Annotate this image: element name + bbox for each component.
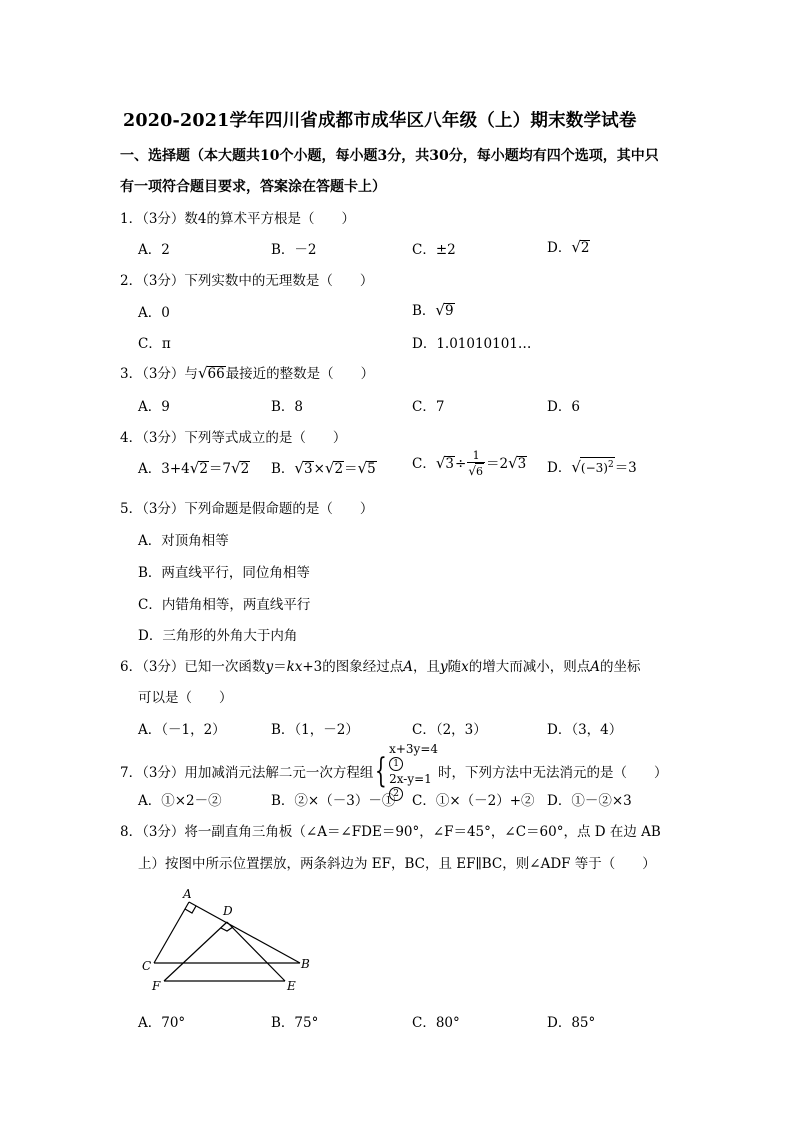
q2-option-b: B．√9 [412, 301, 454, 319]
label-D: D [223, 904, 233, 918]
label-C: C [142, 959, 152, 973]
q7-eq2: 2x-y=1 [389, 772, 432, 786]
q4-b-mid: × [313, 461, 325, 477]
q4-c-rad: 3 [445, 456, 454, 472]
q4-c-pre: C． [412, 456, 436, 472]
q5-option-d: D．三角形的外角大于内角 [138, 628, 298, 644]
label-A: A [183, 887, 192, 901]
label-E: E [287, 979, 296, 993]
q5-option-c: C．内错角相等，两直线平行 [138, 597, 311, 613]
q6-l1-x: x [461, 659, 469, 675]
q7-brace: { [375, 751, 388, 791]
question-1-stem: 1．（3分）数4的算术平方根是（ ） [120, 211, 356, 227]
q7-stem-post: 时，下列方法中无法消元的是（ ） [438, 765, 668, 781]
label-B: B [301, 957, 310, 971]
q2-option-d: D．1.01010101… [412, 336, 532, 352]
q2-option-a: A．0 [138, 305, 170, 321]
q4-b-pre: B． [271, 461, 295, 477]
question-4-stem: 4．（3分）下列等式成立的是（ ） [120, 430, 347, 446]
q4-a-mid: ＝7 [208, 461, 231, 477]
q1-d-radicand: 2 [580, 240, 590, 256]
q3-option-a: A．9 [138, 399, 170, 415]
q8-option-a: A．70° [138, 1015, 186, 1031]
q3-stem-post: 最接近的整数是（ ） [225, 366, 375, 382]
q4-a-rad2: 2 [240, 461, 250, 477]
q6-option-b: B．（1，－2） [271, 722, 359, 738]
q1-option-b: B．－2 [271, 242, 317, 258]
q6-l1-eq: ＝ [273, 659, 287, 675]
right-angle-mark-D [221, 927, 233, 931]
segment-DF [164, 922, 227, 981]
q4-b-rad: 3 [303, 461, 313, 477]
q7-option-d: D．①－②×3 [547, 793, 632, 809]
q4-c-fraction: $\frac{1}{√6}$ [468, 449, 483, 478]
q1-option-a: A．2 [138, 242, 170, 258]
q7-option-a: A．①×2－② [138, 793, 222, 809]
q3-radicand: 66 [207, 366, 225, 382]
q4-d-pre: D． [547, 460, 572, 476]
q3-option-c: C．7 [412, 399, 445, 415]
q1-d-prefix: D． [547, 240, 572, 256]
q6-option-a: A．（－1，2） [138, 722, 226, 738]
q4-b-rad2: 2 [334, 461, 344, 477]
q4-a-pre: A．3+4 [138, 461, 190, 477]
q3-stem-pre: 3．（3分）与 [120, 366, 198, 382]
q6-l1-A: A [403, 659, 414, 675]
q4-d-exp: 2 [607, 460, 614, 470]
q4-option-a: A．3+4√2＝7√2 [138, 459, 250, 477]
question-8-line2: 上）按图中所示位置摆放，两条斜边为 EF，BC，且 EF∥BC，则∠ADF 等于（ ） [138, 856, 656, 872]
question-5-stem: 5．（3分）下列命题是假命题的是（ ） [120, 501, 374, 517]
q7-eq2-mark: 2 [389, 787, 403, 801]
q8-option-d: D．85° [547, 1015, 596, 1031]
q6-option-c: C．（2，3） [412, 722, 487, 738]
segment-AC [154, 902, 189, 963]
q2-option-c: C．π [138, 336, 171, 352]
q4-c-rad2: 3 [517, 456, 527, 472]
q8-figure [135, 880, 320, 995]
q4-c-num: 1 [467, 450, 485, 463]
q5-option-a: A．对顶角相等 [138, 533, 229, 549]
q8-option-b: B．75° [271, 1015, 319, 1031]
q6-l1-b: +3的图象经过点 [302, 659, 404, 675]
q4-d-rad: (−3) [580, 461, 608, 475]
q7-option-b: B．②×（－3）－① [271, 793, 396, 809]
q6-option-d: D．（3，4） [547, 722, 623, 738]
segment-DE [227, 922, 285, 981]
page-title: 2020-2021学年四川省成都市成华区八年级（上）期末数学试卷 [123, 111, 637, 131]
q4-option-b: B．√3×√2＝√5 [271, 459, 376, 477]
q6-l1-A2: A [590, 659, 601, 675]
segment-AB [189, 902, 300, 963]
q1-option-c: C．±2 [412, 242, 456, 258]
q4-d-eq: ＝3 [614, 460, 637, 476]
q4-a-rad: 2 [199, 461, 208, 477]
q2-b-radicand: 9 [444, 303, 454, 319]
question-6-line1 [120, 655, 641, 675]
q1-option-d: D．√2 [547, 238, 590, 256]
q2-b-prefix: B． [412, 303, 436, 319]
q6-l1-c: ，且 [413, 659, 441, 675]
q3-option-b: B．8 [271, 399, 304, 415]
q6-l1-f: 的坐标 [600, 659, 641, 675]
q8-option-c: C．80° [412, 1015, 460, 1031]
q4-b-eq: ＝ [344, 461, 358, 477]
q7-eq1-mark: 1 [389, 757, 403, 771]
q3-option-d: D．6 [547, 399, 580, 415]
section-heading-line1: 一、选择题（本大题共10个小题，每小题3分，共30分，每小题均有四个选项，其中只 [120, 148, 659, 164]
question-6-line2: 可以是（ ） [138, 690, 233, 706]
q7-eq1: x+3y=4 [389, 742, 439, 756]
q6-l1-d: 随 [447, 659, 462, 675]
q7-option-c: C．①×（－2）+② [412, 793, 535, 809]
q6-l1-e: 的增大而减小，则点 [468, 659, 591, 675]
question-8-line1: 8．（3分）将一副直角三角板（∠A＝∠FDE＝90°，∠F＝45°，∠C＝60°，点 D 在边 AB [120, 824, 661, 840]
q4-c-div: ÷ [455, 456, 467, 472]
q6-l1-y: y [265, 659, 274, 675]
section-heading-line2: 有一项符合题目要求，答案涂在答题卡上） [120, 179, 386, 195]
q4-b-rad3: 5 [367, 461, 376, 477]
q6-l1-a: 6．（3分）已知一次函数 [120, 659, 266, 675]
question-3-stem: 3．（3分）与√66最接近的整数是（ ） [120, 364, 375, 382]
q4-option-d: D．$√(-3)^2=3$ [547, 458, 637, 476]
question-2-stem: 2．（3分）下列实数中的无理数是（ ） [120, 273, 374, 289]
q5-option-b: B．两直线平行，同位角相等 [138, 565, 310, 581]
q4-c-den: 6 [475, 465, 483, 478]
q4-c-eq: ＝2 [485, 456, 509, 472]
label-F: F [152, 979, 161, 993]
q6-l1-kx: kx [286, 659, 303, 675]
q6-l1-y2: y [440, 659, 448, 675]
q4-option-c: C．√3÷ $\frac{1}{√6}$ ＝2√3 [412, 449, 527, 478]
q7-stem-pre: 7．（3分）用加减消元法解二元一次方程组 [120, 765, 374, 781]
